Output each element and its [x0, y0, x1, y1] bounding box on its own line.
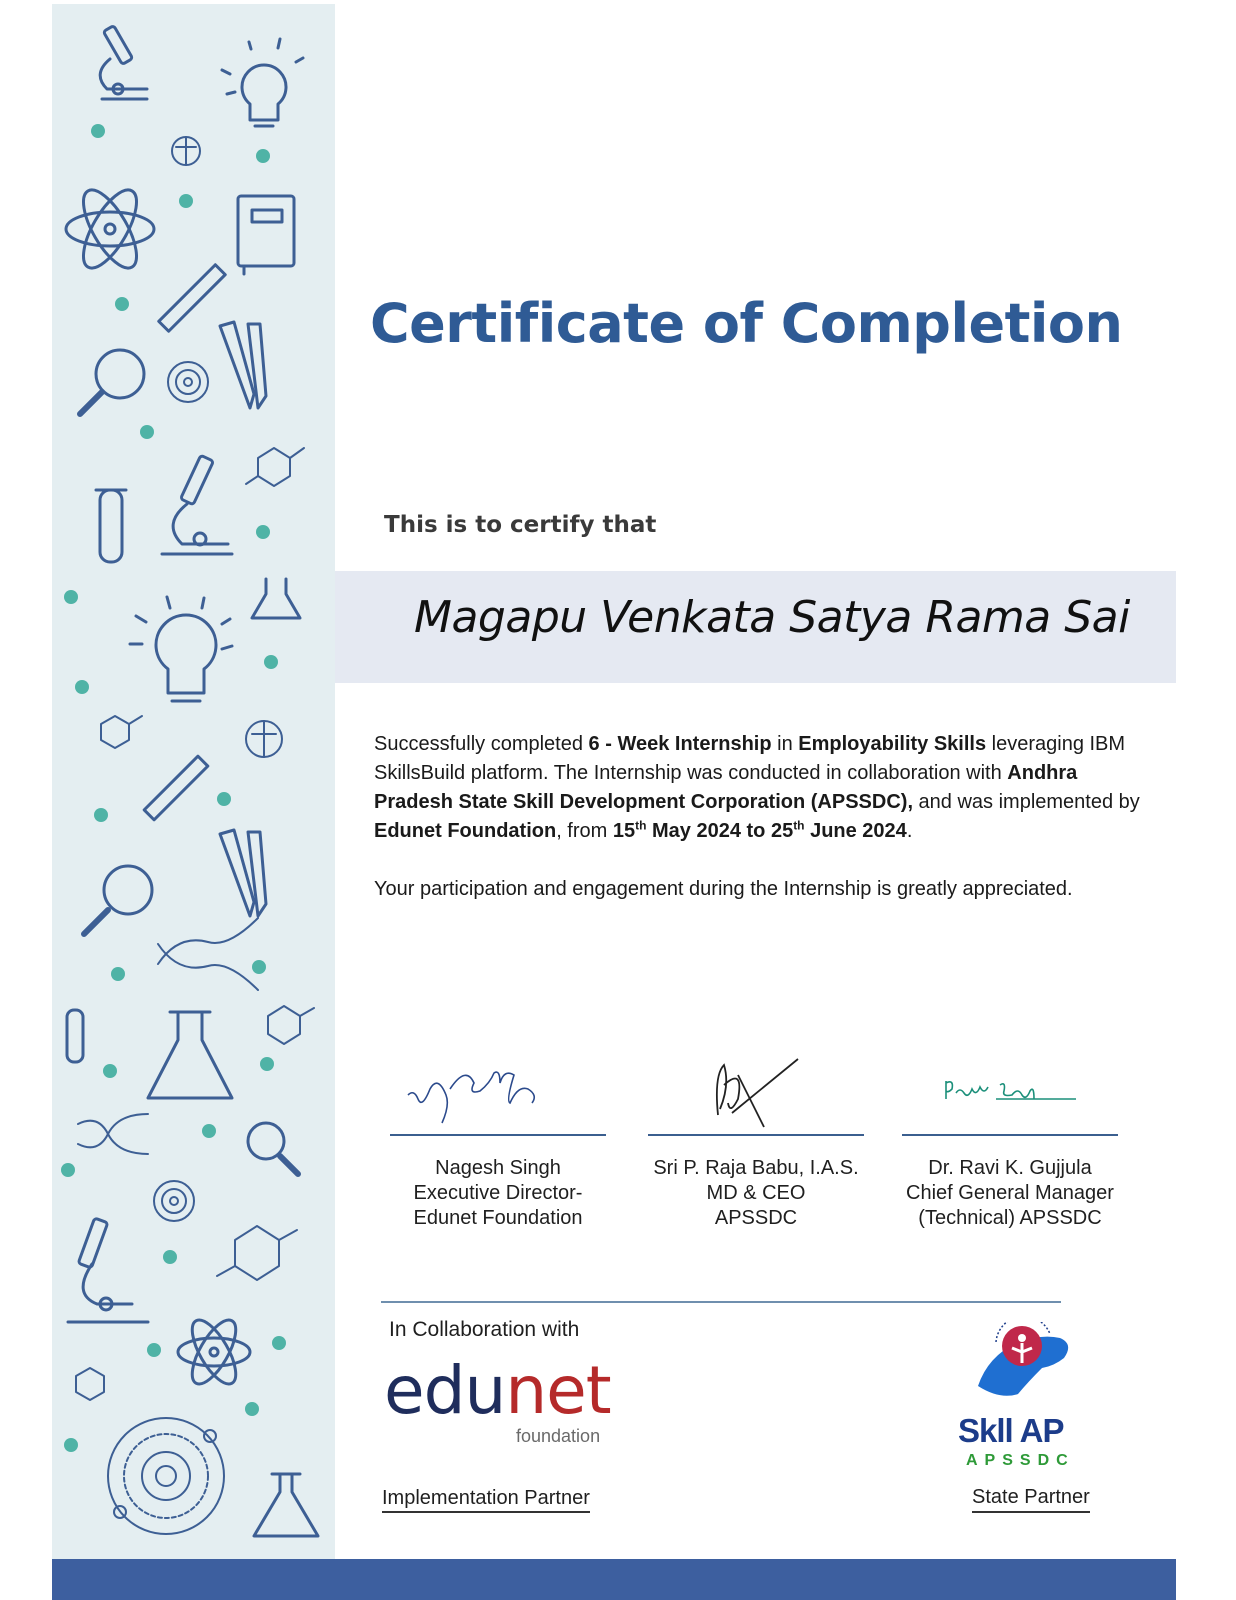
orbit-icon-2	[154, 1181, 194, 1221]
molecule-icon-2	[101, 716, 142, 748]
certify-intro: This is to certify that	[384, 512, 657, 538]
brain-icon-2	[246, 721, 282, 757]
state-partner-label: State Partner	[972, 1486, 1090, 1513]
signature-line	[648, 1134, 864, 1136]
bottom-color-band	[52, 1559, 1176, 1600]
orbit-icon	[168, 362, 208, 402]
certificate-body	[374, 730, 1154, 904]
signature-ravi-gujjula	[902, 1055, 1118, 1130]
ruler-icon	[159, 265, 225, 331]
section-divider	[381, 1301, 1061, 1303]
molecule-icon-5	[76, 1368, 104, 1400]
internship-duration: 6 - Week Internship	[588, 733, 772, 755]
magnifier-icon-3	[248, 1123, 298, 1174]
program-name: Employability Skills	[798, 733, 987, 755]
signatory-org: APSSDC	[714, 1207, 798, 1229]
signatory-role: Executive Director-	[413, 1182, 583, 1204]
edunet-org-name: Edunet Foundation	[374, 820, 557, 842]
pencils-icon-2	[220, 830, 266, 916]
skill-ap-logo: Skll AP APSSDC	[958, 1322, 1098, 1472]
lightbulb-icon	[222, 39, 303, 126]
dna-icon	[158, 918, 258, 990]
ruler-icon-2	[144, 756, 208, 820]
appreciation-text: Your participation and engagement during the Internship is greatly appreciated.	[374, 878, 1073, 900]
book-icon	[238, 196, 294, 274]
flask-icon	[252, 579, 300, 618]
signature-line	[390, 1134, 606, 1136]
signatory-name: Nagesh Singh	[435, 1157, 561, 1179]
microscope-icon	[100, 26, 147, 99]
atom-icon	[66, 182, 154, 275]
signature-nagesh-singh	[390, 1055, 606, 1130]
microscope-icon-2	[162, 455, 232, 554]
lightbulb-icon-2	[130, 597, 232, 701]
pencils-icon	[220, 322, 266, 408]
edunet-foundation-logo: edunet foundation	[384, 1352, 611, 1446]
signatory-role: MD & CEO	[706, 1182, 806, 1204]
signatory-role: Chief General Manager	[906, 1182, 1114, 1204]
apssdc-org-name: Andhra Pradesh State Skill Development Corporation (APSSDC),	[374, 762, 1078, 813]
magnifier-icon-2	[84, 866, 152, 934]
signature-line	[902, 1134, 1118, 1136]
dna-icon-2	[78, 1114, 148, 1154]
decorative-side-panel	[52, 4, 335, 1560]
test-tube-icon-2	[67, 1010, 83, 1062]
signatory-org: Edunet Foundation	[413, 1207, 583, 1229]
signature-raja-babu	[648, 1055, 864, 1130]
recipient-name: Magapu Venkata Satya Rama Sai	[414, 592, 1130, 643]
signatory-org: (Technical) APSSDC	[918, 1207, 1102, 1229]
collaboration-heading: In Collaboration with	[389, 1318, 580, 1341]
microscope-icon-3	[68, 1218, 148, 1322]
molecule-icon-4	[217, 1226, 297, 1280]
magnifier-icon	[80, 350, 144, 414]
molecule-icon	[246, 448, 304, 486]
date-range: 15th May 2024 to 25th June 2024	[612, 818, 907, 842]
test-tube-icon	[96, 490, 126, 562]
skill-ap-emblem	[966, 1322, 1086, 1414]
flask-icon-3	[254, 1474, 318, 1536]
molecule-icon-3	[268, 1006, 314, 1044]
signatory-1	[390, 1055, 606, 1231]
signatory-2	[648, 1055, 864, 1231]
implementation-partner-label: Implementation Partner	[382, 1487, 590, 1513]
signatory-name: Dr. Ravi K. Gujjula	[928, 1157, 1092, 1179]
certificate-title: Certificate of Completion	[370, 292, 1123, 355]
brain-icon	[172, 137, 200, 165]
orbit-icon-3	[108, 1418, 224, 1534]
signatory-3	[902, 1055, 1118, 1231]
signatory-name: Sri P. Raja Babu, I.A.S.	[653, 1157, 859, 1179]
atom-icon-2	[178, 1314, 250, 1390]
completion-paragraph: Successfully completed 6 - Week Internship in Employability Skills leveraging IBM SkillsBuild platform. The Internship was conducted in collaboration with Andhra Pradesh State Skill Development Corporation (APSSDC), and was implemented by Edunet Foundation, from 15th May 2024 to 25th June 2024.	[374, 733, 1140, 842]
flask-icon-2	[148, 1012, 232, 1098]
